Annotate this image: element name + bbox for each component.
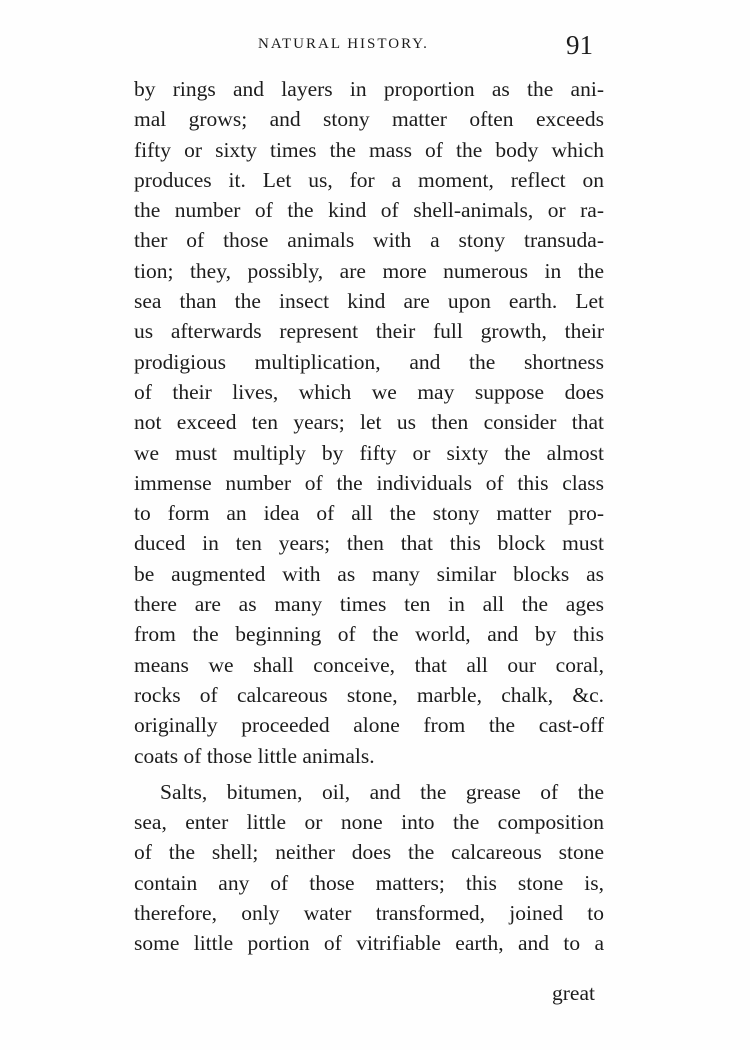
text-line: the number of the kind of shell-animals, or ra- bbox=[134, 198, 604, 223]
text-line: originally proceeded alone from the cast-off bbox=[134, 713, 604, 738]
text-line: rocks of calcareous stone, marble, chalk, &c. bbox=[134, 682, 604, 707]
text-line: us afterwards represent their full growth, their bbox=[134, 319, 604, 344]
text-line: tion; they, possibly, are more numerous in the bbox=[134, 258, 604, 283]
text-line: contain any of those matters; this stone is, bbox=[134, 870, 604, 895]
text-line: coats of those little animals. bbox=[134, 743, 375, 768]
text-line: there are as many times ten in all the ages bbox=[134, 592, 604, 617]
text-line: of their lives, which we may suppose does bbox=[134, 379, 604, 404]
text-line: to form an idea of all the stony matter pro- bbox=[134, 501, 604, 526]
catchword: great bbox=[552, 981, 595, 1005]
running-head bbox=[0, 30, 750, 60]
text-line: fifty or sixty times the mass of the body which bbox=[134, 137, 604, 162]
text-line: ther of those animals with a stony transuda- bbox=[134, 228, 604, 253]
text-line: prodigious multiplication, and the shortness bbox=[134, 349, 604, 374]
text-line: of the shell; neither does the calcareous stone bbox=[134, 840, 604, 865]
text-line: be augmented with as many similar blocks as bbox=[134, 561, 604, 586]
text-line: from the beginning of the world, and by this bbox=[134, 622, 604, 647]
text-line: some little portion of vitrifiable earth, and to a bbox=[134, 931, 604, 956]
text-line: Salts, bitumen, oil, and the grease of the bbox=[160, 779, 604, 804]
text-line: therefore, only water transformed, joined to bbox=[134, 901, 604, 926]
text-line: produces it. Let us, for a moment, reflect on bbox=[134, 167, 604, 192]
body-text bbox=[134, 74, 604, 959]
running-title: NATURAL HISTORY. bbox=[258, 36, 429, 52]
paragraph bbox=[134, 777, 604, 959]
text-line: sea than the insect kind are upon earth. Let bbox=[134, 289, 604, 314]
text-line: not exceed ten years; let us then consider that bbox=[134, 410, 604, 435]
text-line: mal grows; and stony matter often exceeds bbox=[134, 107, 604, 132]
text-line: we must multiply by fifty or sixty the almost bbox=[134, 440, 604, 465]
text-line: immense number of the individuals of this class bbox=[134, 470, 604, 495]
text-line: by rings and layers in proportion as the ani- bbox=[134, 77, 604, 101]
paragraph bbox=[134, 74, 604, 771]
text-line: means we shall conceive, that all our coral, bbox=[134, 652, 604, 677]
page-number: 91 bbox=[566, 30, 593, 60]
text-line: sea, enter little or none into the composition bbox=[134, 810, 604, 835]
text-line: duced in ten years; then that this block must bbox=[134, 531, 604, 556]
